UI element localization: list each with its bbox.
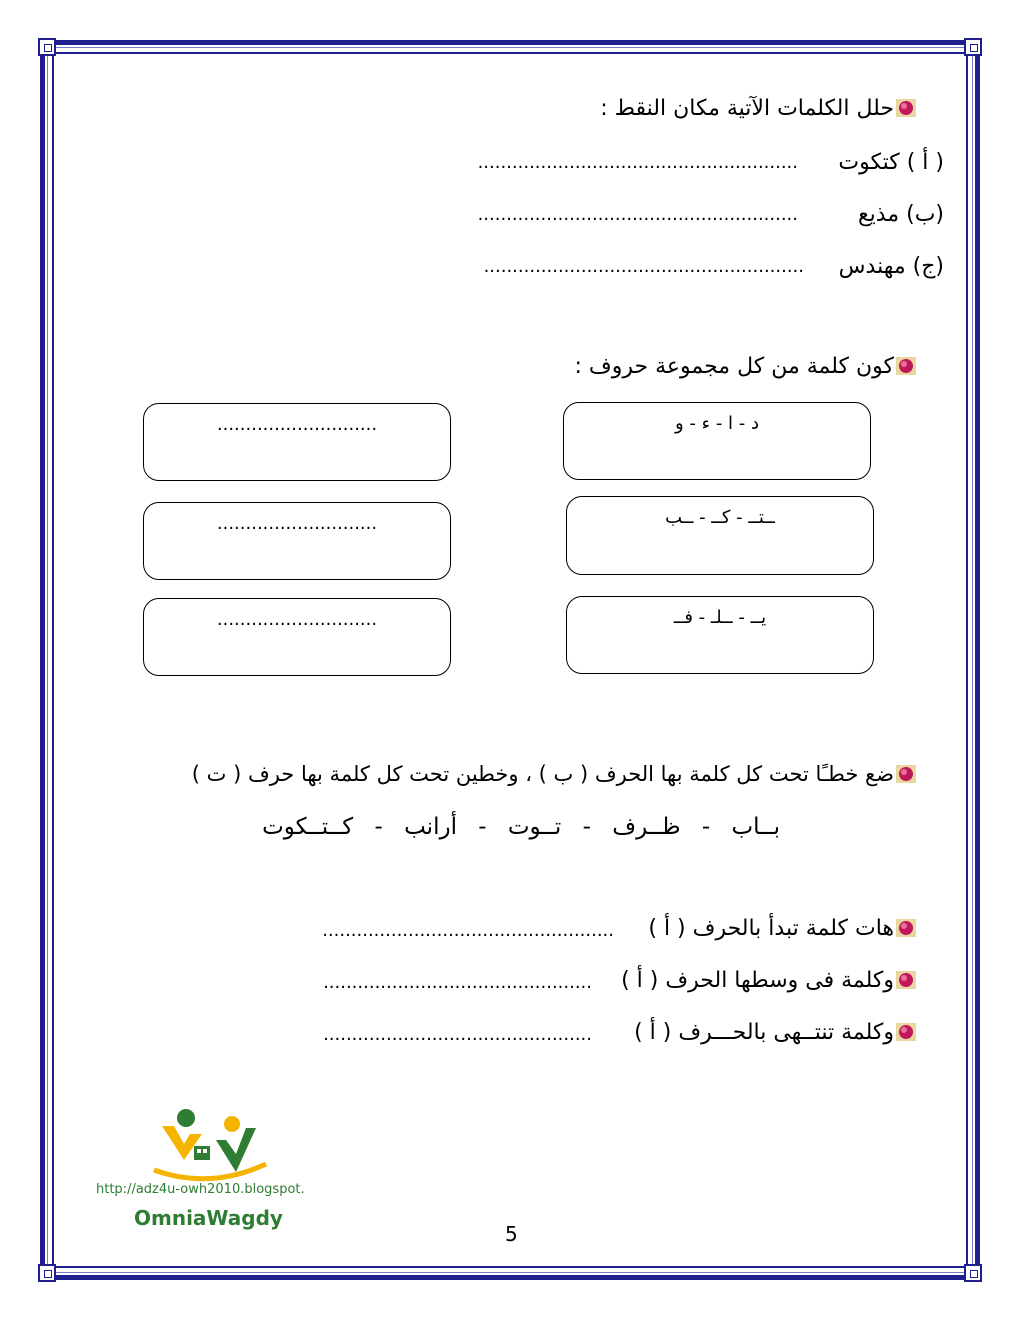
letters-box-1 xyxy=(563,402,871,480)
answer-dots-3: ............................ xyxy=(216,609,378,630)
answer-box-1[interactable] xyxy=(143,403,451,481)
frame-corner-top-right xyxy=(964,38,982,56)
frame-corner-bottom-right xyxy=(964,1264,982,1282)
answer-line-a[interactable]: ........................................................ xyxy=(477,152,798,173)
answer-box-3[interactable] xyxy=(143,598,451,676)
section4-item-2: وكلمة فى وسطها الحرف ( أ ) xyxy=(621,968,916,993)
page-number: 5 xyxy=(505,1222,518,1246)
omnia-logo-icon xyxy=(150,1104,270,1184)
answer-line-middle[interactable]: ............................................... xyxy=(323,972,592,993)
answer-dots-2: ............................ xyxy=(216,513,378,534)
flower-bullet-icon xyxy=(896,971,916,989)
answer-line-start[interactable]: ................................................... xyxy=(322,920,614,941)
letters-group-1: د - ا - ء - و xyxy=(675,413,759,434)
section3-word-list[interactable]: بــاب - ظــرف - تــوت - أرانب - كــتــكوت xyxy=(262,814,780,840)
letters-box-3 xyxy=(566,596,874,674)
section1-item-a xyxy=(838,150,944,175)
letters-group-3: يــ - ــلـ - فــ xyxy=(673,607,767,628)
answer-line-b[interactable]: ........................................................ xyxy=(477,204,798,225)
section2-heading: كون كلمة من كل مجموعة حروف : xyxy=(575,354,916,379)
flower-bullet-icon xyxy=(896,1023,916,1041)
item-label: (ج) مهندس xyxy=(838,254,944,279)
frame-corner-bottom-left xyxy=(38,1264,56,1282)
letters-group-2: ــتــ - كــ - ــب xyxy=(665,507,775,528)
section1-item-b xyxy=(858,202,944,227)
letters-box-2 xyxy=(566,496,874,575)
answer-line-c[interactable]: ........................................................ xyxy=(483,256,804,277)
section1-item-c xyxy=(839,254,944,279)
section1-heading: حلل الكلمات الآتية مكان النقط : xyxy=(600,96,916,121)
item-label: ( أ ) كتكوت xyxy=(838,150,944,175)
section3-heading: ضع خطـًا تحت كل كلمة بها الحرف ( ب ) ، وخطين تحت كل كلمة بها حرف ( ت ) xyxy=(192,762,916,786)
answer-line-end[interactable]: ............................................... xyxy=(323,1024,592,1045)
answer-box-2[interactable] xyxy=(143,502,451,580)
flower-bullet-icon xyxy=(896,765,916,783)
section4-item-1: هات كلمة تبدأ بالحرف ( أ ) xyxy=(648,916,916,941)
flower-bullet-icon xyxy=(896,919,916,937)
flower-bullet-icon xyxy=(896,99,916,117)
item-label: (ب) مذيع xyxy=(857,202,944,227)
section4-item-3: وكلمة تنتــهى بالحـــرف ( أ ) xyxy=(634,1020,916,1045)
answer-dots-1: ............................ xyxy=(216,414,378,435)
frame-corner-top-left xyxy=(38,38,56,56)
logo-url-text: http://adz4u-owh2010.blogspot. xyxy=(96,1182,305,1197)
logo-brand-text: OmniaWagdy xyxy=(134,1206,283,1230)
flower-bullet-icon xyxy=(896,357,916,375)
